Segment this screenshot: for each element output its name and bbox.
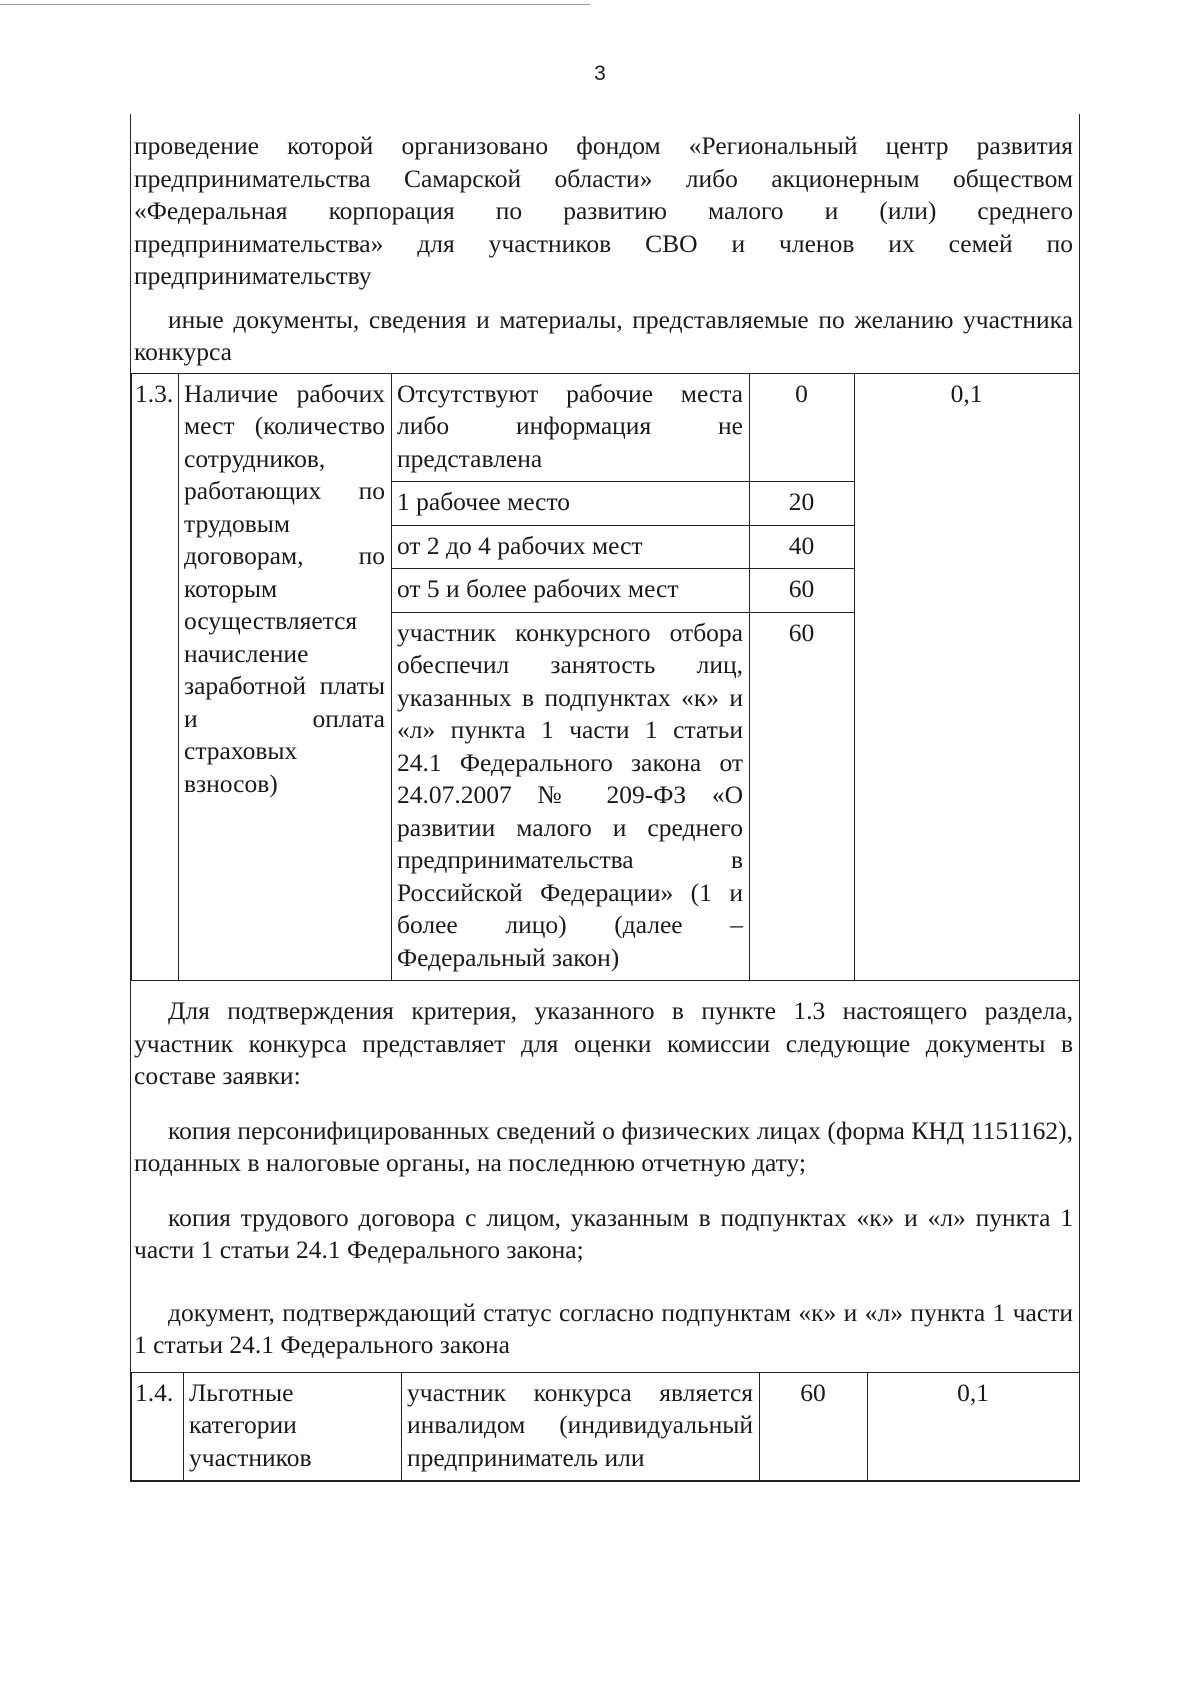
score-cell: 60 — [760, 1372, 868, 1481]
weight-cell: 0,1 — [855, 373, 1080, 981]
documents-paragraph: документ, подтверждающий статус согласно подпунктам «к» и «л» пункта 1 части 1 статьи 24.1 Федерального закона — [134, 1297, 1073, 1359]
score-cell: 0 — [750, 373, 855, 482]
table-row — [132, 1372, 1080, 1481]
score-cell: 40 — [750, 525, 855, 569]
intro-paragraph: проведение которой организовано фондом «Региональный центр развития предпринимательства Самарской области» либо акционерным обществом «Федеральная корпорация по развитию малого и (или) среднего предпринимательства» для участников СВО и членов их семей по предпринимательству — [134, 131, 1073, 290]
criteria-table-frame — [130, 114, 1080, 1482]
criterion-number: 1.3. — [132, 373, 179, 981]
condition-cell: от 5 и более рабочих мест — [392, 569, 750, 613]
criterion-name: Льготные категории участников — [184, 1372, 402, 1481]
score-cell: 20 — [750, 482, 855, 526]
documents-block — [131, 981, 1079, 1372]
score-cell: 60 — [750, 569, 855, 613]
table-row — [132, 373, 1080, 482]
weight-cell: 0,1 — [868, 1372, 1080, 1481]
criterion-name: Наличие рабочих мест (количество сотрудников, работающих по трудовым договорам, по которым осуществляется начисление заработной платы и оплата страховых взносов) — [179, 373, 392, 981]
documents-paragraph: Для подтверждения критерия, указанного в пункте 1.3 настоящего раздела, участник конкурса представляет для оценки комиссии следующие документы в составе заявки: — [134, 996, 1073, 1090]
intro-block — [131, 114, 1079, 373]
condition-cell: Отсутствуют рабочие места либо информация не представлена — [392, 373, 750, 482]
condition-cell: участник конкурса является инвалидом (индивидуальный предприниматель или — [402, 1372, 760, 1481]
intro-paragraph: иные документы, сведения и материалы, представляемые по желанию участника конкурса — [134, 304, 1073, 366]
condition-cell: участник конкурсного отбора обеспечил занятость лиц, указанных в подпунктах «к» и «л» пункта 1 части 1 статьи 24.1 Федерального закона от 24.07.2007 № 209-ФЗ «О развитии малого и среднего предпринимательства в Российской Федерации» (1 и более лицо) (далее – Федеральный закон) — [392, 612, 750, 981]
condition-cell: 1 рабочее место — [392, 482, 750, 526]
criterion-1-3-table — [131, 373, 1080, 982]
page-number: 3 — [594, 62, 606, 85]
documents-paragraph: копия персонифицированных сведений о физических лицах (форма КНД 1151162), поданных в налоговые органы, на последнюю отчетную дату; — [134, 1115, 1073, 1177]
top-edge-line — [0, 4, 590, 5]
score-cell: 60 — [750, 612, 855, 981]
criterion-1-4-table — [131, 1372, 1080, 1482]
condition-cell: от 2 до 4 рабочих мест — [392, 525, 750, 569]
criterion-number: 1.4. — [132, 1372, 184, 1481]
documents-paragraph: копия трудового договора с лицом, указанным в подпунктах «к» и «л» пункта 1 части 1 статьи 24.1 Федерального закона; — [134, 1202, 1073, 1264]
